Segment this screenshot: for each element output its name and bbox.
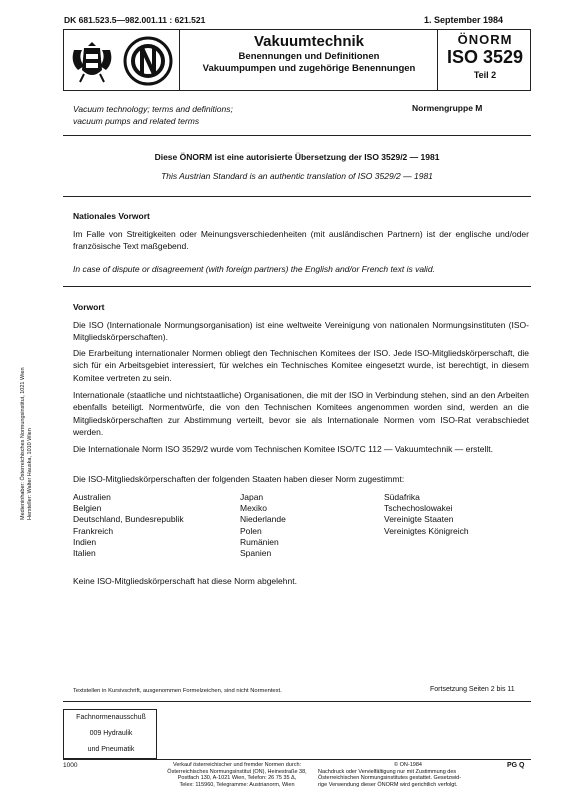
list-item: Rumänien	[240, 536, 279, 547]
section-heading-national-foreword: Nationales Vorwort	[73, 211, 150, 221]
list-item: Mexiko	[240, 503, 267, 514]
standard-part: Teil 2	[473, 70, 497, 80]
document-subtitle-2: Vakuumpumpen und zugehörige Benennungen	[202, 63, 416, 74]
list-item: Belgien	[73, 503, 102, 514]
document-subtitle-1: Benennungen und Definitionen	[238, 51, 380, 62]
price-group: PG Q	[507, 762, 525, 769]
country-list-col1	[73, 492, 184, 559]
publication-date: 1. September 1984	[424, 15, 504, 25]
paragraph-italic: In case of dispute or disagreement (with foreign partners) the English and/or French text is valid.	[73, 264, 435, 274]
standard-number: ISO 3529	[446, 47, 524, 67]
standard-name: ÖNORM	[457, 32, 513, 47]
english-title: Vacuum technology; terms and definitions; vacuum pumps and related terms	[73, 104, 233, 126]
document-title: Vakuumtechnik	[253, 33, 365, 50]
normgruppe-label: Normengruppe M	[412, 103, 483, 113]
list-item: Japan	[240, 492, 264, 502]
paragraph: Keine ISO-Mitgliedskörperschaft hat diese Norm abgelehnt.	[73, 576, 297, 586]
paragraph: Internationale (staatliche und nichtstaatliche) Organisationen, die mit der ISO in Verbindung stehen, sind an den Arbeiten ebenfalls beteiligt. Normentwürfe, die von den Technischen Komitees angenommen worden sind, werden an die Mitgliedskörperschaften zur Abstimmung verteilt, bevor sie als Internationale Normen vom ISO-Rat verabschiedet werden.	[73, 390, 529, 438]
divider	[63, 759, 531, 760]
country-list-col3	[384, 492, 469, 537]
authorization-statement-de: Diese ÖNORM ist eine autorisierte Übersetzung der ISO 3529/2 — 1981	[154, 152, 440, 162]
on-logo-icon	[122, 36, 174, 86]
list-item: Vereinigte Staaten	[384, 514, 454, 525]
paragraph: Die ISO-Mitgliedskörperschaften der folgenden Staaten haben dieser Norm zugestimmt:	[73, 474, 405, 484]
list-item: Niederlande	[240, 514, 286, 525]
divider	[63, 286, 531, 287]
header-box	[63, 29, 531, 91]
list-item: Vereinigtes Königreich	[384, 525, 469, 536]
committee-box: Fachnormenausschuß 009 Hydraulik und Pneumatik	[63, 709, 157, 759]
list-item: Polen	[240, 525, 262, 536]
list-item: Italien	[73, 548, 96, 559]
print-code: 1000	[63, 762, 78, 769]
sales-info: Verkauf österreichischer und fremder Normen durch: Österreichisches Normungsinstitut (ON), Heinestraße 38, Postfach 130, A-1021 Wien, Telefon: 26 75 35 Δ, Telex: 115960, Telegramme: Austrianorm, Wien	[167, 762, 307, 788]
continuation-note: Fortsetzung Seiten 2 bis 11	[430, 686, 515, 693]
publisher-sidebar: Medieninhaber: Österreichisches Normungsinstitut, 1021 Wien Hersteller: Walter Hauska, 1010 Wien	[20, 367, 33, 520]
list-item: Tschechoslowakei	[384, 503, 453, 514]
paragraph: Die Erarbeitung internationaler Normen obliegt den Technischen Komitees der ISO. Jede ISO-Mitgliedskörperschaft, die sich für ein Arbeitsgebiet interessiert, für welches ein Technisches Komitee eingesetzt wurde, ist berechtigt, in diesem Komitee vertreten zu sein.	[73, 348, 529, 383]
list-item: Indien	[73, 536, 97, 547]
copyright-info: © ON-1984 Nachdruck oder Vervielfältigung nur mit Zustimmung des Österreichischen Normungsinstitutes gestattet. Gesetzwid- rige Verwendung dieser ÖNORM wird gerichtlich verfolgt.	[318, 762, 462, 788]
paragraph: Die ISO (Internationale Normungsorganisation) ist eine weltweite Vereinigung von nationalen Normungsinstituten (ISO-Mitgliedskörperschaften).	[73, 320, 529, 343]
paragraph: Im Falle von Streitigkeiten oder Meinungsverschiedenheiten (mit ausländischen Partnern) ist der englische und/oder französische Text maßgebend.	[73, 229, 529, 252]
list-item: Deutschland, Bundesrepublik	[73, 514, 184, 525]
list-item: Südafrika	[384, 492, 420, 502]
italic-footnote: Textstellen in Kursivschrift, ausgenommen Formelzeichen, sind nicht Normentext.	[73, 688, 282, 694]
austrian-eagle-icon	[68, 36, 116, 86]
divider	[63, 196, 531, 197]
document-reference: DK 681.523.5—982.001.11 : 621.521	[64, 15, 206, 25]
divider	[63, 701, 531, 702]
authorization-statement-en: This Austrian Standard is an authentic translation of ISO 3529/2 — 1981	[161, 171, 433, 181]
paragraph: Die Internationale Norm ISO 3529/2 wurde vom Technischen Komitee ISO/TC 112 — Vakuumtechnik — erstellt.	[73, 444, 493, 454]
list-item: Spanien	[240, 548, 272, 559]
list-item: Australien	[73, 492, 111, 502]
list-item: Frankreich	[73, 525, 114, 536]
section-heading-foreword: Vorwort	[73, 302, 105, 312]
divider	[63, 135, 531, 136]
country-list-col2	[240, 492, 286, 559]
